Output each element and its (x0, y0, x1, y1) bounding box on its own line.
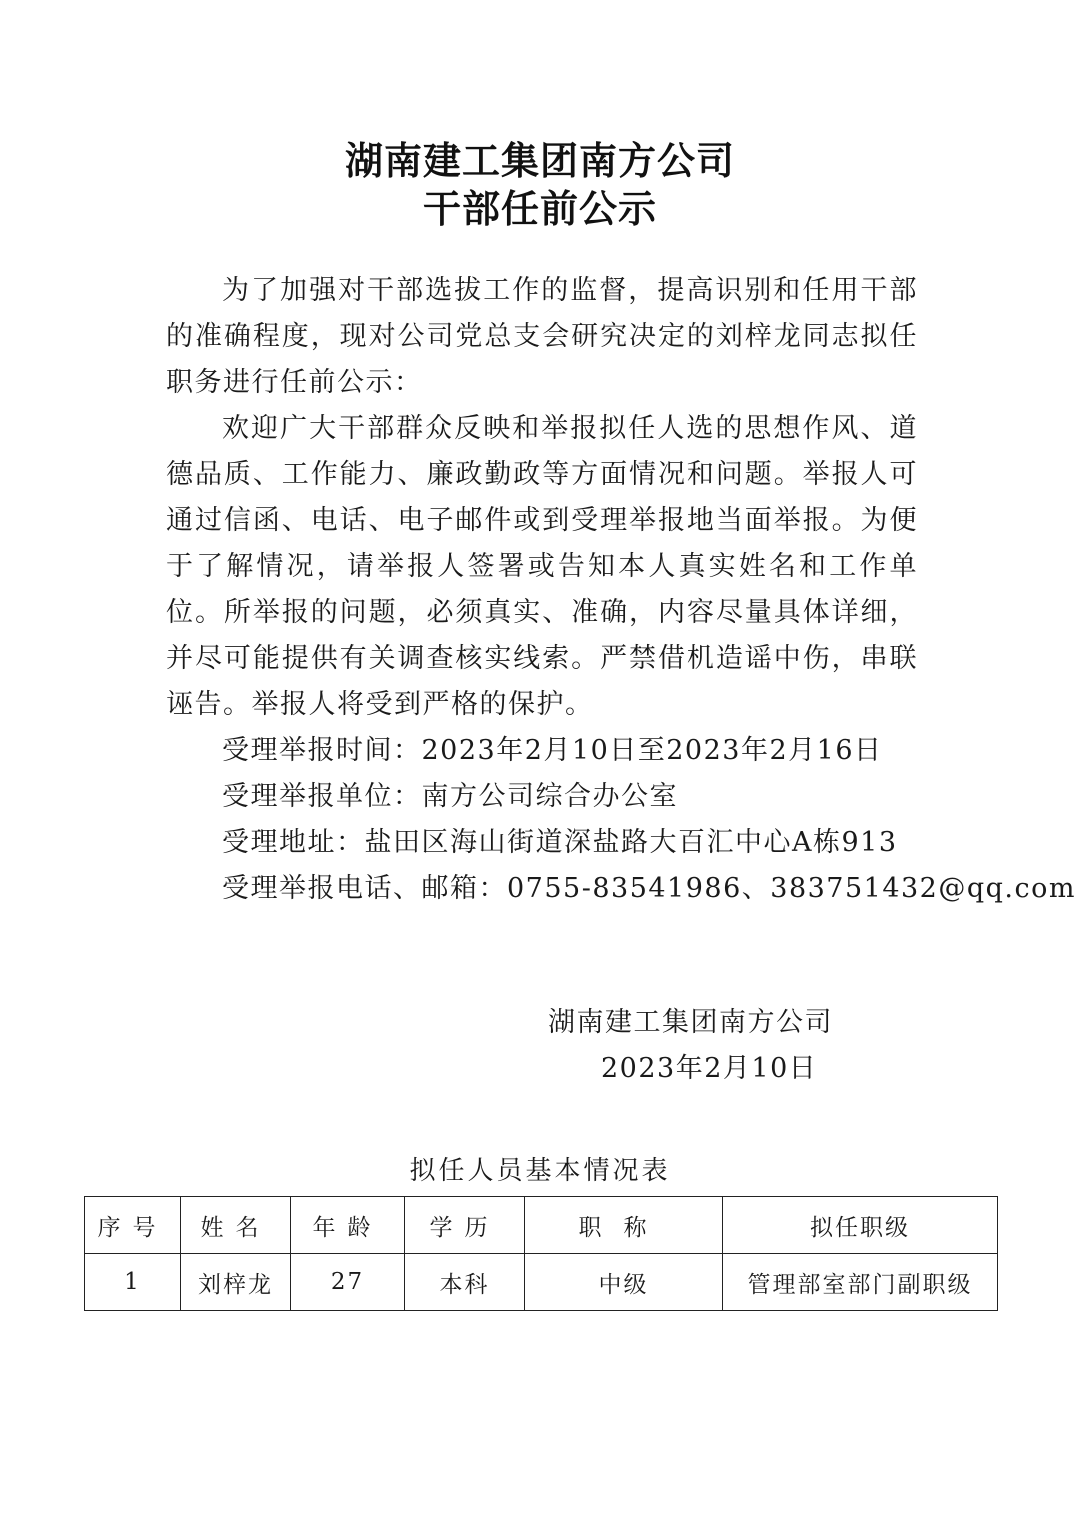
report-unit: 受理举报单位：南方公司综合办公室 (222, 781, 678, 812)
table-row (85, 1254, 998, 1311)
document-title-line1: 湖南建工集团南方公司 (344, 139, 735, 183)
cell-name: 刘梓龙 (181, 1254, 291, 1311)
report-contact: 受理举报电话、邮箱：0755-83541986、383751432@qq.com (222, 873, 1076, 904)
header-title: 职称 (525, 1197, 723, 1254)
table-header-row (85, 1197, 998, 1254)
document-title-line2: 干部任前公示 (422, 187, 657, 231)
body-paragraph-2: 欢迎广大干部群众反映和举报拟任人选的思想作风、道德品质、工作能力、廉政勤政等方面情况和问题。举报人可通过信函、电话、电子邮件或到受理举报地当面举报。为便于了解情况，请举报人签署或告知本人真实姓名和工作单位。所举报的问题，必须真实、准确，内容尽量具体详细，并尽可能提供有关调查核实线索。严禁借机造谣中伤，串联诬告。举报人将受到严格的保护。 (166, 413, 918, 720)
cell-position: 管理部室部门副职级 (723, 1254, 998, 1311)
cell-title: 中级 (525, 1254, 723, 1311)
header-name: 姓名 (181, 1197, 291, 1254)
header-education: 学历 (405, 1197, 525, 1254)
signature-organization: 湖南建工集团南方公司 (548, 1007, 833, 1038)
table-caption: 拟任人员基本情况表 (409, 1156, 671, 1186)
body-paragraph-1: 为了加强对干部选拔工作的监督，提高识别和任用干部的准确程度，现对公司党总支会研究决定的刘梓龙同志拟任职务进行任前公示： (166, 275, 918, 398)
report-time: 受理举报时间：2023年2月10日至2023年2月16日 (222, 735, 883, 766)
report-address: 受理地址：盐田区海山街道深盐路大百汇中心A栋913 (222, 827, 898, 858)
cell-education: 本科 (405, 1254, 525, 1311)
cell-age: 27 (291, 1254, 405, 1311)
header-position: 拟任职级 (723, 1197, 998, 1254)
candidate-info-table (84, 1196, 998, 1311)
document-body (166, 268, 1076, 912)
header-index: 序号 (85, 1197, 181, 1254)
header-age: 年龄 (291, 1197, 405, 1254)
cell-index: 1 (85, 1254, 181, 1311)
signature-date: 2023年2月10日 (601, 1053, 818, 1084)
